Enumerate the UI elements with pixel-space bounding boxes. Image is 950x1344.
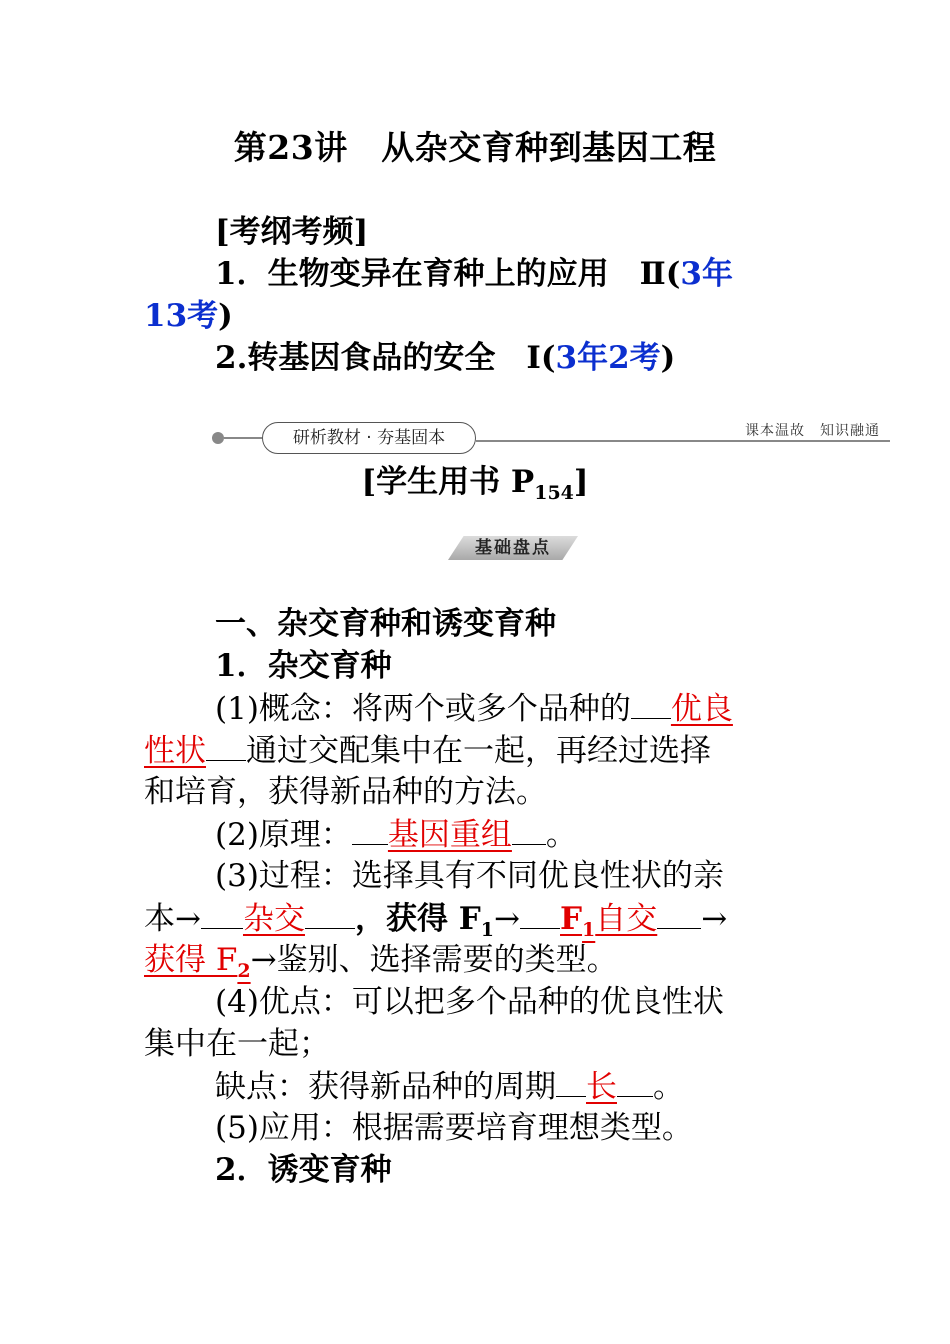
blank-trail (206, 730, 246, 761)
banner-line-left (224, 437, 262, 439)
advantage-line-2: 集中在一起； (144, 1026, 330, 1062)
kaogang-item-1-cont (144, 296, 810, 336)
concept-label: (1)概念：将两个或多个品种的 (215, 691, 631, 727)
arrow-end: → (701, 901, 728, 937)
advantage-line-1: (4)优点：可以把多个品种的优良性状 (215, 984, 724, 1020)
answer-obtain-f2: 获得 F (144, 942, 238, 978)
answer-long: 长 (586, 1069, 617, 1105)
banner-label: 研析教材 · 夯基固本 (262, 422, 476, 454)
book-reference (0, 462, 950, 513)
process-rest: →鉴别、选择需要的类型。 (250, 942, 618, 978)
blank-lead (520, 898, 560, 929)
answer-f1-letter: F (560, 901, 583, 937)
subheading-mutation-breeding: 2．诱变育种 (215, 1152, 392, 1188)
book-ref-prefix: [学生用书 P (361, 464, 535, 500)
answer-gene-recombination: 基因重组 (387, 817, 512, 853)
blank-trail (512, 814, 546, 845)
drawback-label: 缺点：获得新品种的周期 (215, 1069, 556, 1105)
blank-lead (556, 1066, 586, 1097)
banner-dot-icon (212, 432, 224, 444)
kaogang-item-2 (215, 338, 810, 378)
process-text-b: ，获得 F (354, 901, 481, 937)
subheading-hybrid-breeding: 1．杂交育种 (215, 648, 392, 684)
concept-rest-a: 通过交配集中在一起，再经过选择 (246, 733, 711, 769)
arrow: → (494, 901, 521, 937)
kaogang-item-2-close: ) (660, 340, 676, 376)
page-title: 第23讲 从杂交育种到基因工程 (233, 128, 717, 167)
kaogang-item-2-freq: 3年2考 (555, 340, 661, 376)
kaogang-item-1-freq: 3年 (680, 256, 733, 292)
blank-lead (201, 898, 243, 929)
badge-label: 基础盘点 (475, 538, 551, 558)
principle-end: 。 (545, 817, 577, 853)
blank-trail (657, 898, 701, 929)
process-line-1: (3)过程：选择具有不同优良性状的亲 (215, 858, 724, 894)
principle-label: (2)原理： (215, 817, 352, 853)
kaogang-item-1 (215, 254, 810, 294)
answer-f1-subscript: 1 (582, 919, 596, 942)
blank-lead (352, 814, 388, 845)
drawback-line (215, 1066, 810, 1107)
f1-subscript: 1 (480, 919, 495, 942)
section-banner (210, 420, 890, 454)
kaogang-item-1-close: ) (218, 298, 233, 334)
answer-fine-traits-a: 优良 (670, 691, 733, 727)
basics-badge (448, 534, 578, 562)
banner-line-right (476, 440, 890, 442)
answer-selfing: 自交 (595, 901, 658, 937)
kaogang-item-2-text: 2.转基因食品的安全 Ⅰ( (215, 340, 556, 376)
book-ref-page: 154 (534, 482, 574, 505)
book-ref-suffix: ] (573, 464, 589, 500)
concept-line-2 (144, 730, 810, 771)
banner-right-text: 课本温故 知识融通 (745, 423, 880, 439)
section-heading: 一、杂交育种和诱变育种 (215, 606, 556, 642)
blank-trail (617, 1066, 653, 1097)
kaogang-item-1-freq-cont: 13考 (144, 298, 219, 334)
kaogang-heading: [考纲考频] (215, 214, 369, 250)
drawback-end: 。 (653, 1069, 684, 1105)
blank-trail (305, 898, 355, 929)
answer-fine-traits-b: 性状 (144, 733, 206, 769)
process-text-a: 本→ (144, 901, 201, 937)
principle-line (215, 814, 810, 855)
answer-f2-subscript: 2 (237, 960, 251, 983)
answer-hybridize: 杂交 (242, 901, 305, 937)
application-line: (5)应用：根据需要培育理想类型。 (215, 1110, 693, 1146)
concept-line-1 (215, 688, 810, 729)
concept-line-3: 和培育，获得新品种的方法。 (144, 774, 547, 810)
blank-lead (631, 688, 671, 719)
kaogang-item-1-text: 1．生物变异在育种上的应用 Ⅱ( (215, 256, 681, 292)
